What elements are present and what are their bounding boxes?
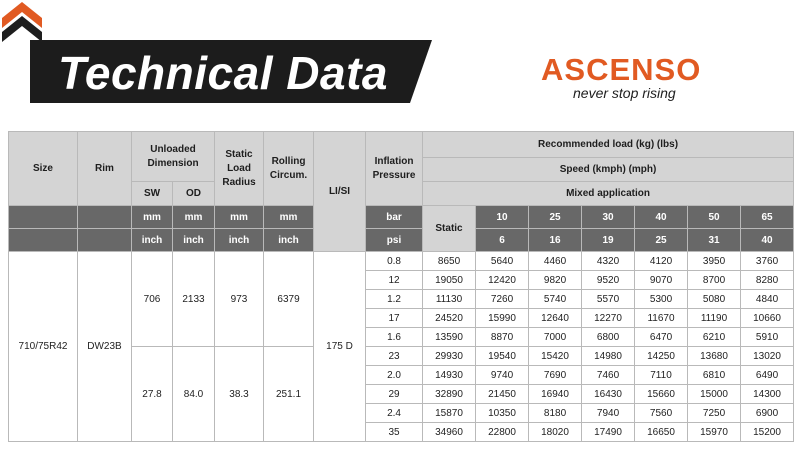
speed-kmph: 25 (529, 206, 582, 229)
load-cell: 4840 (741, 290, 794, 309)
speed-kmph: 50 (688, 206, 741, 229)
load-cell: 19540 (476, 347, 529, 366)
load-cell: 6810 (688, 366, 741, 385)
load-cell: 15000 (688, 385, 741, 404)
unit-pressure-bar: bar (366, 206, 423, 229)
load-cell: 5740 (529, 290, 582, 309)
unit-sw-inch: inch (132, 229, 173, 252)
header-od: OD (173, 182, 215, 206)
load-cell: 5570 (582, 290, 635, 309)
load-cell: 12640 (529, 309, 582, 328)
unit-od-mm: mm (173, 206, 215, 229)
speed-kmph: 65 (741, 206, 794, 229)
unit-rc-mm: mm (264, 206, 314, 229)
load-cell: 4460 (529, 252, 582, 271)
rc-mm-value: 6379 (264, 252, 314, 347)
speed-kmph: 40 (635, 206, 688, 229)
speed-mph: 25 (635, 229, 688, 252)
load-cell: 8280 (741, 271, 794, 290)
load-cell: 8700 (688, 271, 741, 290)
header-size: Size (9, 132, 78, 206)
load-cell: 19050 (423, 271, 476, 290)
pressure-cell: 2.4 (366, 404, 423, 423)
load-cell: 15660 (635, 385, 688, 404)
load-cell: 24520 (423, 309, 476, 328)
speed-mph: 6 (476, 229, 529, 252)
load-cell: 13680 (688, 347, 741, 366)
load-cell: 7560 (635, 404, 688, 423)
load-cell: 8870 (476, 328, 529, 347)
load-cell: 22800 (476, 423, 529, 442)
pressure-cell: 23 (366, 347, 423, 366)
load-cell: 15200 (741, 423, 794, 442)
pressure-cell: 2.0 (366, 366, 423, 385)
unit-sw-mm: mm (132, 206, 173, 229)
load-cell: 6470 (635, 328, 688, 347)
load-cell: 5640 (476, 252, 529, 271)
load-cell: 15420 (529, 347, 582, 366)
slr-inch-value: 38.3 (215, 347, 264, 442)
unit-cell-blank (78, 229, 132, 252)
load-cell: 5300 (635, 290, 688, 309)
load-cell: 13020 (741, 347, 794, 366)
load-cell: 6210 (688, 328, 741, 347)
load-cell: 7000 (529, 328, 582, 347)
technical-data-table (8, 131, 794, 442)
load-cell: 5910 (741, 328, 794, 347)
speed-mph: 19 (582, 229, 635, 252)
ascenso-logo-icon (0, 0, 44, 50)
sw-inch-value: 27.8 (132, 347, 173, 442)
load-cell: 6800 (582, 328, 635, 347)
brand-tagline: never stop rising (573, 85, 676, 101)
table-row (9, 252, 794, 271)
load-cell: 4320 (582, 252, 635, 271)
load-cell: 5080 (688, 290, 741, 309)
load-cell: 12270 (582, 309, 635, 328)
pressure-cell: 12 (366, 271, 423, 290)
od-mm-value: 2133 (173, 252, 215, 347)
load-cell: 7460 (582, 366, 635, 385)
load-cell: 3760 (741, 252, 794, 271)
load-cell: 9820 (529, 271, 582, 290)
load-cell: 11670 (635, 309, 688, 328)
load-cell: 17490 (582, 423, 635, 442)
pressure-cell: 29 (366, 385, 423, 404)
load-cell: 10660 (741, 309, 794, 328)
load-cell: 16940 (529, 385, 582, 404)
unit-cell-blank (9, 229, 78, 252)
header-rolling-circum: Rolling Circum. (264, 132, 314, 206)
header-unloaded-dimension: Unloaded Dimension (132, 132, 215, 182)
load-cell: 29930 (423, 347, 476, 366)
pressure-cell: 1.2 (366, 290, 423, 309)
pressure-cell: 17 (366, 309, 423, 328)
unit-slr-mm: mm (215, 206, 264, 229)
header-recommended-load: Recommended load (kg) (lbs) (423, 132, 794, 158)
pressure-cell: 0.8 (366, 252, 423, 271)
header-static: Static (423, 206, 476, 252)
speed-kmph: 30 (582, 206, 635, 229)
load-cell: 15970 (688, 423, 741, 442)
slr-mm-value: 973 (215, 252, 264, 347)
header-mixed-application: Mixed application (423, 182, 794, 206)
load-cell: 7260 (476, 290, 529, 309)
load-cell: 9520 (582, 271, 635, 290)
load-cell: 14300 (741, 385, 794, 404)
load-cell: 7250 (688, 404, 741, 423)
pressure-cell: 1.6 (366, 328, 423, 347)
load-cell: 6490 (741, 366, 794, 385)
load-cell: 14980 (582, 347, 635, 366)
header-inflation-pressure: Inflation Pressure (366, 132, 423, 206)
load-cell: 7940 (582, 404, 635, 423)
tire-size: 710/75R42 (9, 252, 78, 442)
pressure-cell: 35 (366, 423, 423, 442)
header-rim: Rim (78, 132, 132, 206)
load-cell: 16430 (582, 385, 635, 404)
load-cell: 13590 (423, 328, 476, 347)
load-cell: 15990 (476, 309, 529, 328)
brand-logo-text: ASCENSO (541, 52, 702, 87)
header-sw: SW (132, 182, 173, 206)
speed-mph: 31 (688, 229, 741, 252)
load-cell: 11190 (688, 309, 741, 328)
load-cell: 9070 (635, 271, 688, 290)
load-cell: 32890 (423, 385, 476, 404)
header-banner (0, 0, 800, 130)
header-li-si: LI/SI (314, 132, 366, 252)
load-cell: 11130 (423, 290, 476, 309)
speed-mph: 16 (529, 229, 582, 252)
load-cell: 18020 (529, 423, 582, 442)
load-cell: 16650 (635, 423, 688, 442)
load-cell: 14930 (423, 366, 476, 385)
load-cell: 10350 (476, 404, 529, 423)
unit-rc-inch: inch (264, 229, 314, 252)
unit-pressure-psi: psi (366, 229, 423, 252)
load-cell: 6900 (741, 404, 794, 423)
unit-cell-blank (9, 206, 78, 229)
unit-cell-blank (78, 206, 132, 229)
load-cell: 7110 (635, 366, 688, 385)
page-title: Technical Data (58, 47, 388, 99)
load-cell: 9740 (476, 366, 529, 385)
load-cell: 3950 (688, 252, 741, 271)
load-cell: 14250 (635, 347, 688, 366)
speed-mph: 40 (741, 229, 794, 252)
speed-kmph: 10 (476, 206, 529, 229)
rc-inch-value: 251.1 (264, 347, 314, 442)
load-cell: 8180 (529, 404, 582, 423)
unit-slr-inch: inch (215, 229, 264, 252)
load-cell: 21450 (476, 385, 529, 404)
li-si-value: 175 D (314, 252, 366, 442)
load-cell: 15870 (423, 404, 476, 423)
load-cell: 12420 (476, 271, 529, 290)
od-inch-value: 84.0 (173, 347, 215, 442)
header-static-load-radius: Static Load Radius (215, 132, 264, 206)
sw-mm-value: 706 (132, 252, 173, 347)
header-speed: Speed (kmph) (mph) (423, 158, 794, 182)
load-cell: 4120 (635, 252, 688, 271)
rim-code: DW23B (78, 252, 132, 442)
unit-od-inch: inch (173, 229, 215, 252)
load-cell: 8650 (423, 252, 476, 271)
load-cell: 7690 (529, 366, 582, 385)
load-cell: 34960 (423, 423, 476, 442)
